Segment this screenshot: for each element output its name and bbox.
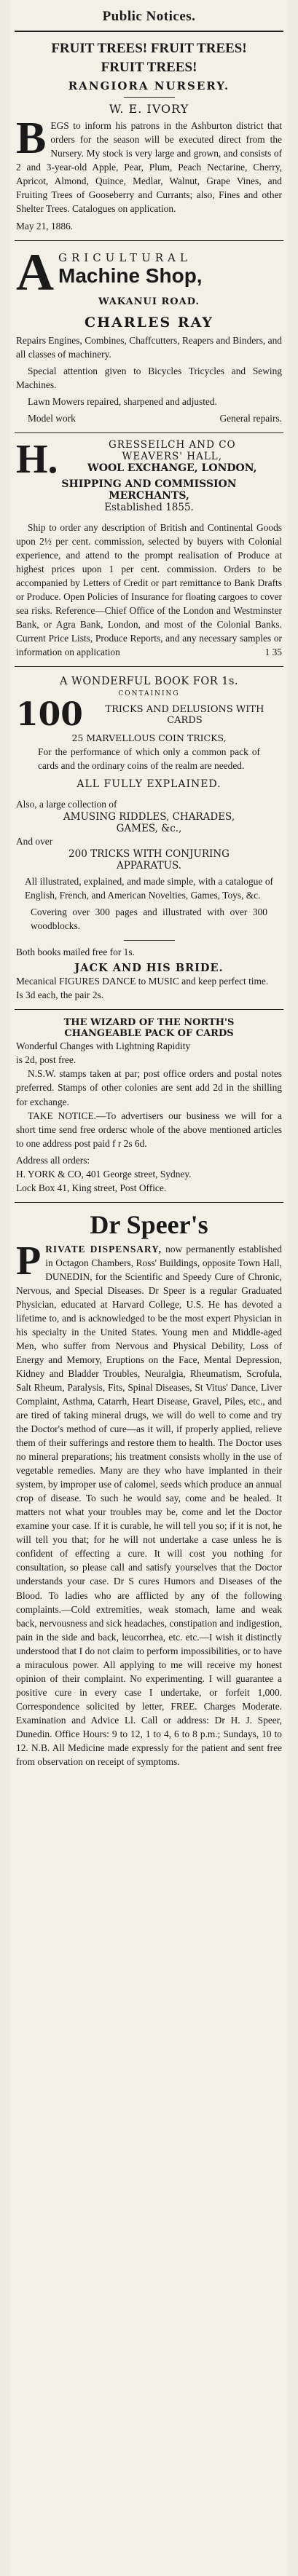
gresseilch-text: Ship to order any description of British and Continental Goods upon 2½ per cent. commission, selected by buyers with Colonial experience, and attend to the prompt realisation of Produce at highest prices upon 1 per cent. commission. Orders to be accompanied by Letters of Credit or part remittance to Bank Drafts or Produce. Open Policies of Insurance for floating cargoes to cover sea risks. Reference—Chief Office of the London and Westminster Bank, or Agra Bank, London, and most of the Colonial Banks. Current Price Lists, Produce Reports, and any necessary samples or information on application [16,521,282,657]
book-tricks-row [16,696,282,734]
machine-shop-body3: Lawn Mowers repaired, sharpened and adjusted. [28,395,217,407]
book-tricks-line2: CARDS [167,715,203,727]
machine-shop-heading-a: GRICULTURAL [58,250,192,264]
machine-shop-body1: Repairs Engines, Combines, Chaffcutters, Reapers and Binders, and all classes of machinery. [16,334,282,360]
speer-title-b: Speer's [126,1209,208,1239]
speer-heading: RIVATE DISPENSARY, [45,1243,162,1255]
wizard-address2: Lock Box 41, King street, Post Office. [16,1182,167,1193]
machine-shop-location: WAKANUI ROAD. [98,296,200,307]
gresseilch-ref: 1 35 [264,647,282,657]
speer-text: now permanently established in Octagon Chambers, Ross' Buildings, opposite Town Hall, DUNEDIN, for the Scientific and Speedy Cure of Chronic, Nervous, and Special Diseases. Dr Speer is a regular Graduated Physician, educated at Harvard College, U.S. He has devoted a lifetime to, and is acknowledged to be the most expert Physician in his specialty in the United States. Young men and Middle-aged Men, who suffer from Nervous and Physical Debility, Loss of Energy and Memory, Eruptions on the Face, Mental Depression, Kidney and Bladder Troubles, Neuralgia, Rheumatism, Scrofula, Salt Rheum, Paralysis, Fits, Spinal Diseases, St Vitus' Dance, Liver Complaint, Asthma, Catarrh, Heart Disease, Gravel, Piles, etc., and are tired of taking mineral drugs, we will do well to come and try the Doctor's method of cure—as it will, if properly applied, relieve them of their sufferings and restore them to health. The Doctor uses no mineral preparations; his treatment consists wholly in the use of vegetable remedies. Many are they who have implanted in their system, by improper use of calomel, seeds which produce an annual crop of disease. To such he would say, come and be healed. It matters not what your troubles may be, come and let the Doctor examine your case. If it is curable, he will tell you so; if it is not, he will tell you that; for he will not undertake a case unless he is confident of effecting a cure. It will cost you nothing for consultation, so please call and satisfy yourselves that the Doctor understands your case. Dr S cures Humors and Diseases of the Blood. To ladies who are afflicted by any of the following complaints.—Cold extremities, weak stomach, lame and weak back, nervousness and sick headaches, constipation and indigestion, pain in the side and back, leucorrhea, etc. etc.—I wish it distinctly understood that I do not claim to perform impossibilities, or to have a miraculous power. All applying to me will receive my honest opinion of their complaint. No experimenting. I will guarantee a positive cure in every case I undertake, or forfeit 1,000. Correspondence solicited by letter, FREE. Charges Moderate. Examination and Advice Ll. Call or address: Dr H. J. Speer, Dunedin. Office Hours: 9 to 12, 1 to 4, 6 to 8 p.m.; Sundays, 10 to 12. N.B. All Medicine made expressly for the patient and sent free from observation on receipt of symptoms. [16,1243,282,1767]
dropcap-letter: B [16,114,47,164]
proprietor-name: W. E. IVORY [109,102,189,116]
book-conjuring2: APPARATUS. [116,860,182,872]
book-body2: All illustrated, explained, and made simple, with a catalogue of English, French, and American Novelties, Games, Toys, &c. [25,876,273,901]
fruit-trees-line1: FRUIT TREES! FRUIT TREES! [51,41,247,56]
book-mechanical: Mecanical FIGURES DANCE to MUSIC and keep perfect time. [16,976,269,987]
fruit-trees-date: May 21, 1886. [16,220,74,232]
gresseilch-heading2: WEAVERS' HALL, [122,450,223,462]
divider [124,97,175,98]
fruit-trees-line2: FRUIT TREES! [101,59,197,75]
wizard-cards-ad [15,1010,283,1202]
book-amusing: AMUSING RIDDLES, CHARADES, [63,811,235,823]
divider [124,940,175,941]
machine-shop-ad [15,241,283,433]
book-coin-tricks: 25 MARVELLOUS COIN TRICKS, [71,732,227,744]
gresseilch-body [16,521,282,659]
footer-right: General repairs. [219,412,282,424]
book-games: GAMES, &c., [116,823,182,835]
wizard-title1: THE WIZARD OF THE NORTH'S [63,1017,235,1029]
book-tricks-line1: TRICKS AND DELUSIONS WITH [105,704,264,716]
dropcap-letter: A [16,248,54,295]
book-explained: ALL FULLY EXPLAINED. [77,778,221,791]
wizard-address-label: Address all orders: [16,1154,90,1166]
book-jack: JACK AND HIS BRIDE. [74,962,224,975]
machine-shop-footer [16,411,282,425]
wizard-body: N.S.W. stamps taken at par; post office orders and postal notes preferred. Stamps of other colonies are sent add 2d in the shilling for exchange. [16,1068,282,1107]
book-containing: CONTAINING [118,690,180,698]
book-and-over: And over [16,836,53,848]
book-covering: Covering over 300 pages and illustrated with over 300 woodblocks. [31,906,267,932]
book-number: 100 [16,696,83,734]
dropcap-letter: H. [16,438,58,478]
gresseilch-heading4: SHIPPING AND COMMISSION [61,478,237,490]
gresseilch-ad [15,433,283,667]
gresseilch-heading5: MERCHANTS, [109,489,189,502]
fruit-trees-body [16,114,282,216]
dropcap-letter: P [16,1238,42,1284]
wonderful-book-ad [15,667,283,1010]
notices-column [10,0,288,2576]
speer-title [16,1210,282,1239]
machine-shop-name: CHARLES RAY [85,314,213,331]
book-sent: Is 3d each, the pair 2s. [16,989,104,1001]
fruit-trees-text: EGS to inform his patrons in the Ashburton district that orders for the season will be executed direct from the Nursery. My stock is very large and grown, and consists of 2 and 3-year-old Apple, Pear, Plum, Peach Nectarine, Cherry, Apricot, Almond, Quince, Medlar, Walnut, Grape Vines, and Fruiting Trees of Gooseberry and Currants; also, Fines and other Shelter Trees. Catalogues on application. [16,120,282,215]
footer-left: Model work [28,412,76,424]
book-title: A WONDERFUL BOOK FOR 1s. [59,676,239,688]
book-also: Also, a large collection of [16,799,117,810]
wizard-price: is 2d, post free. [16,1054,77,1066]
speer-title-a: Dr [90,1209,120,1239]
book-both: Both books mailed free for 1s. [16,947,135,958]
nursery-name: RANGIORA NURSERY. [68,79,230,93]
book-body1: For the performance of which only a common pack of cards and the ordinary coins of the realm are needed. [38,746,260,772]
wizard-address1: H. YORK & CO, 401 George street, Sydney. [16,1168,192,1180]
fruit-trees-ad [15,32,283,241]
gresseilch-established: Established 1855. [104,501,194,513]
dr-speer-ad [15,1203,283,1776]
gresseilch-heading1: GRESSEILCH AND CO [108,438,236,451]
speer-body [16,1238,282,1769]
wizard-notice: TAKE NOTICE.—To advertisers our business we will for a short time send free ordersc whole of the above mentioned articles to one address post paid f r 2s 6d. [16,1110,282,1149]
section-header: Public Notices. [15,4,283,32]
machine-shop-body2: Special attention given to Bicycles Tricycles and Sewing Machines. [16,365,282,390]
book-conjuring1: 200 TRICKS WITH CONJURING [68,848,230,861]
wizard-title2: CHANGEABLE PACK OF CARDS [64,1028,234,1040]
gresseilch-heading3: WOOL EXCHANGE, LONDON, [87,462,257,474]
wizard-wonderful: Wonderful Changes with Lightning Rapidity [16,1040,191,1052]
machine-shop-heading-b: Machine Shop, [58,264,203,287]
